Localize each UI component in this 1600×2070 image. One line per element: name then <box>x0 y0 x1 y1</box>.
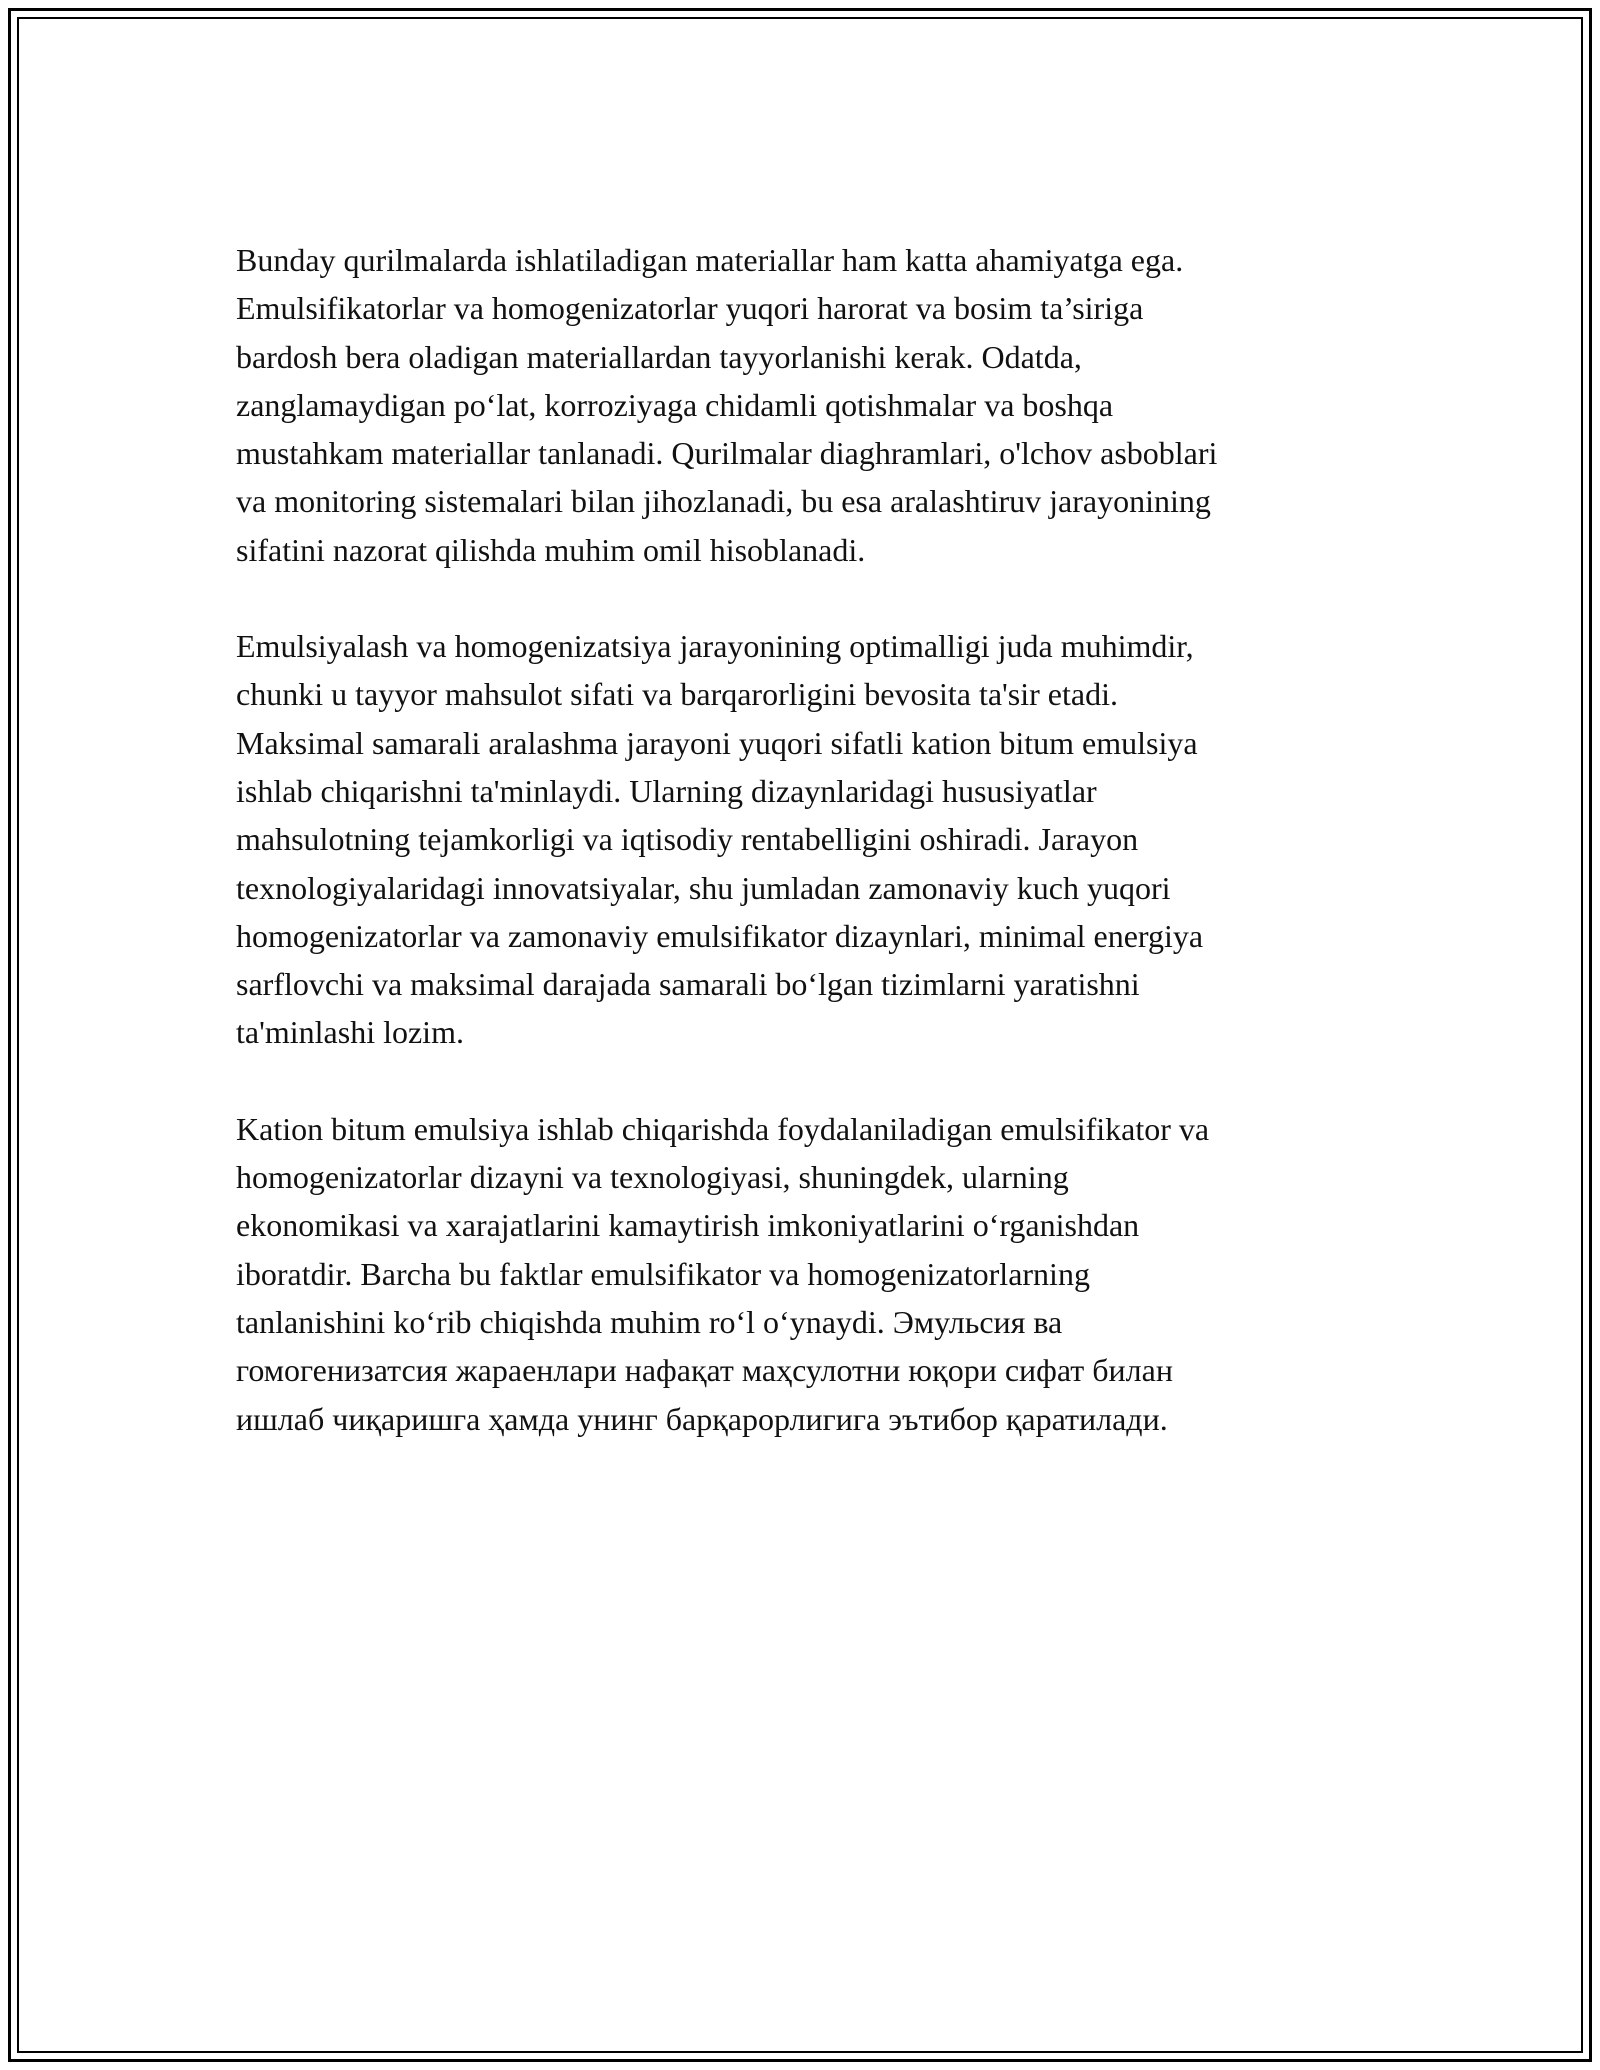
document-body <box>236 236 1366 1491</box>
text-line: sifatini nazorat qilishda muhim omil hisoblanadi. <box>236 531 866 568</box>
text-line: Maksimal samarali aralashma jarayoni yuqori sifatli kation bitum emulsiya <box>236 724 1198 761</box>
text-line: Emulsifikatorlar va homogenizatorlar yuqori harorat va bosim ta’siriga <box>236 290 1144 327</box>
text-line: Kation bitum emulsiya ishlab chiqarishda foydalaniladigan emulsifikator va <box>236 1110 1210 1147</box>
text-line: Emulsiyalash va homogenizatsiya jarayonining optimalligi juda muhimdir, <box>236 628 1194 665</box>
text-line: va monitoring sistemalari bilan jihozlanadi, bu esa aralashtiruv jarayonining <box>236 483 1211 520</box>
text-line: ta'minlashi lozim. <box>236 1014 464 1051</box>
text-line: Bunday qurilmalarda ishlatiladigan materiallar ham katta ahamiyatga ega. <box>236 242 1184 278</box>
text-line: tanlanishini ko‘rib chiqishda muhim ro‘l o‘ynaydi. Эмульсия ва <box>236 1303 1063 1340</box>
text-line: mahsulotning tejamkorligi va iqtisodiy rentabelligini oshiradi. Jarayon <box>236 821 1139 858</box>
paragraph-materials <box>236 236 1366 574</box>
text-line: гомогенизатсия жараенлари нафақат маҳсулотни юқори сифат билан <box>236 1352 1173 1389</box>
text-line: ishlab chiqarishni ta'minlaydi. Ularning dizaynlaridagi hususiyatlar <box>236 772 1097 809</box>
text-line: ишлаб чиқаришга ҳамда унинг барқарорлигига эътибор қаратилади. <box>236 1400 1168 1437</box>
paragraph-design-economics <box>236 1105 1366 1443</box>
text-line: chunki u tayyor mahsulot sifati va barqarorligini bevosita ta'sir etadi. <box>236 676 1118 713</box>
text-line: bardosh bera oladigan materiallardan tayyorlanishi kerak. Odatda, <box>236 338 1082 375</box>
text-line: homogenizatorlar va zamonaviy emulsifikator dizaynlari, minimal energiya <box>236 917 1204 954</box>
text-line: sarflovchi va maksimal darajada samarali bo‘lgan tizimlarni yaratishni <box>236 966 1140 1003</box>
text-line: mustahkam materiallar tanlanadi. Qurilmalar diaghramlari, o'lchov asboblari <box>236 435 1218 472</box>
text-line: texnologiyalaridagi innovatsiyalar, shu jumladan zamonaviy kuch yuqori <box>236 869 1171 906</box>
text-line: homogenizatorlar dizayni va texnologiyasi, shuningdek, ularning <box>236 1159 1069 1196</box>
text-line: zanglamaydigan po‘lat, korroziyaga chidamli qotishmalar va boshqa <box>236 386 1114 423</box>
paragraph-optimality <box>236 622 1366 1057</box>
text-line: iboratdir. Barcha bu faktlar emulsifikator va homogenizatorlarning <box>236 1255 1090 1292</box>
text-line: ekonomikasi va xarajatlarini kamaytirish imkoniyatlarini o‘rganishdan <box>236 1207 1140 1244</box>
